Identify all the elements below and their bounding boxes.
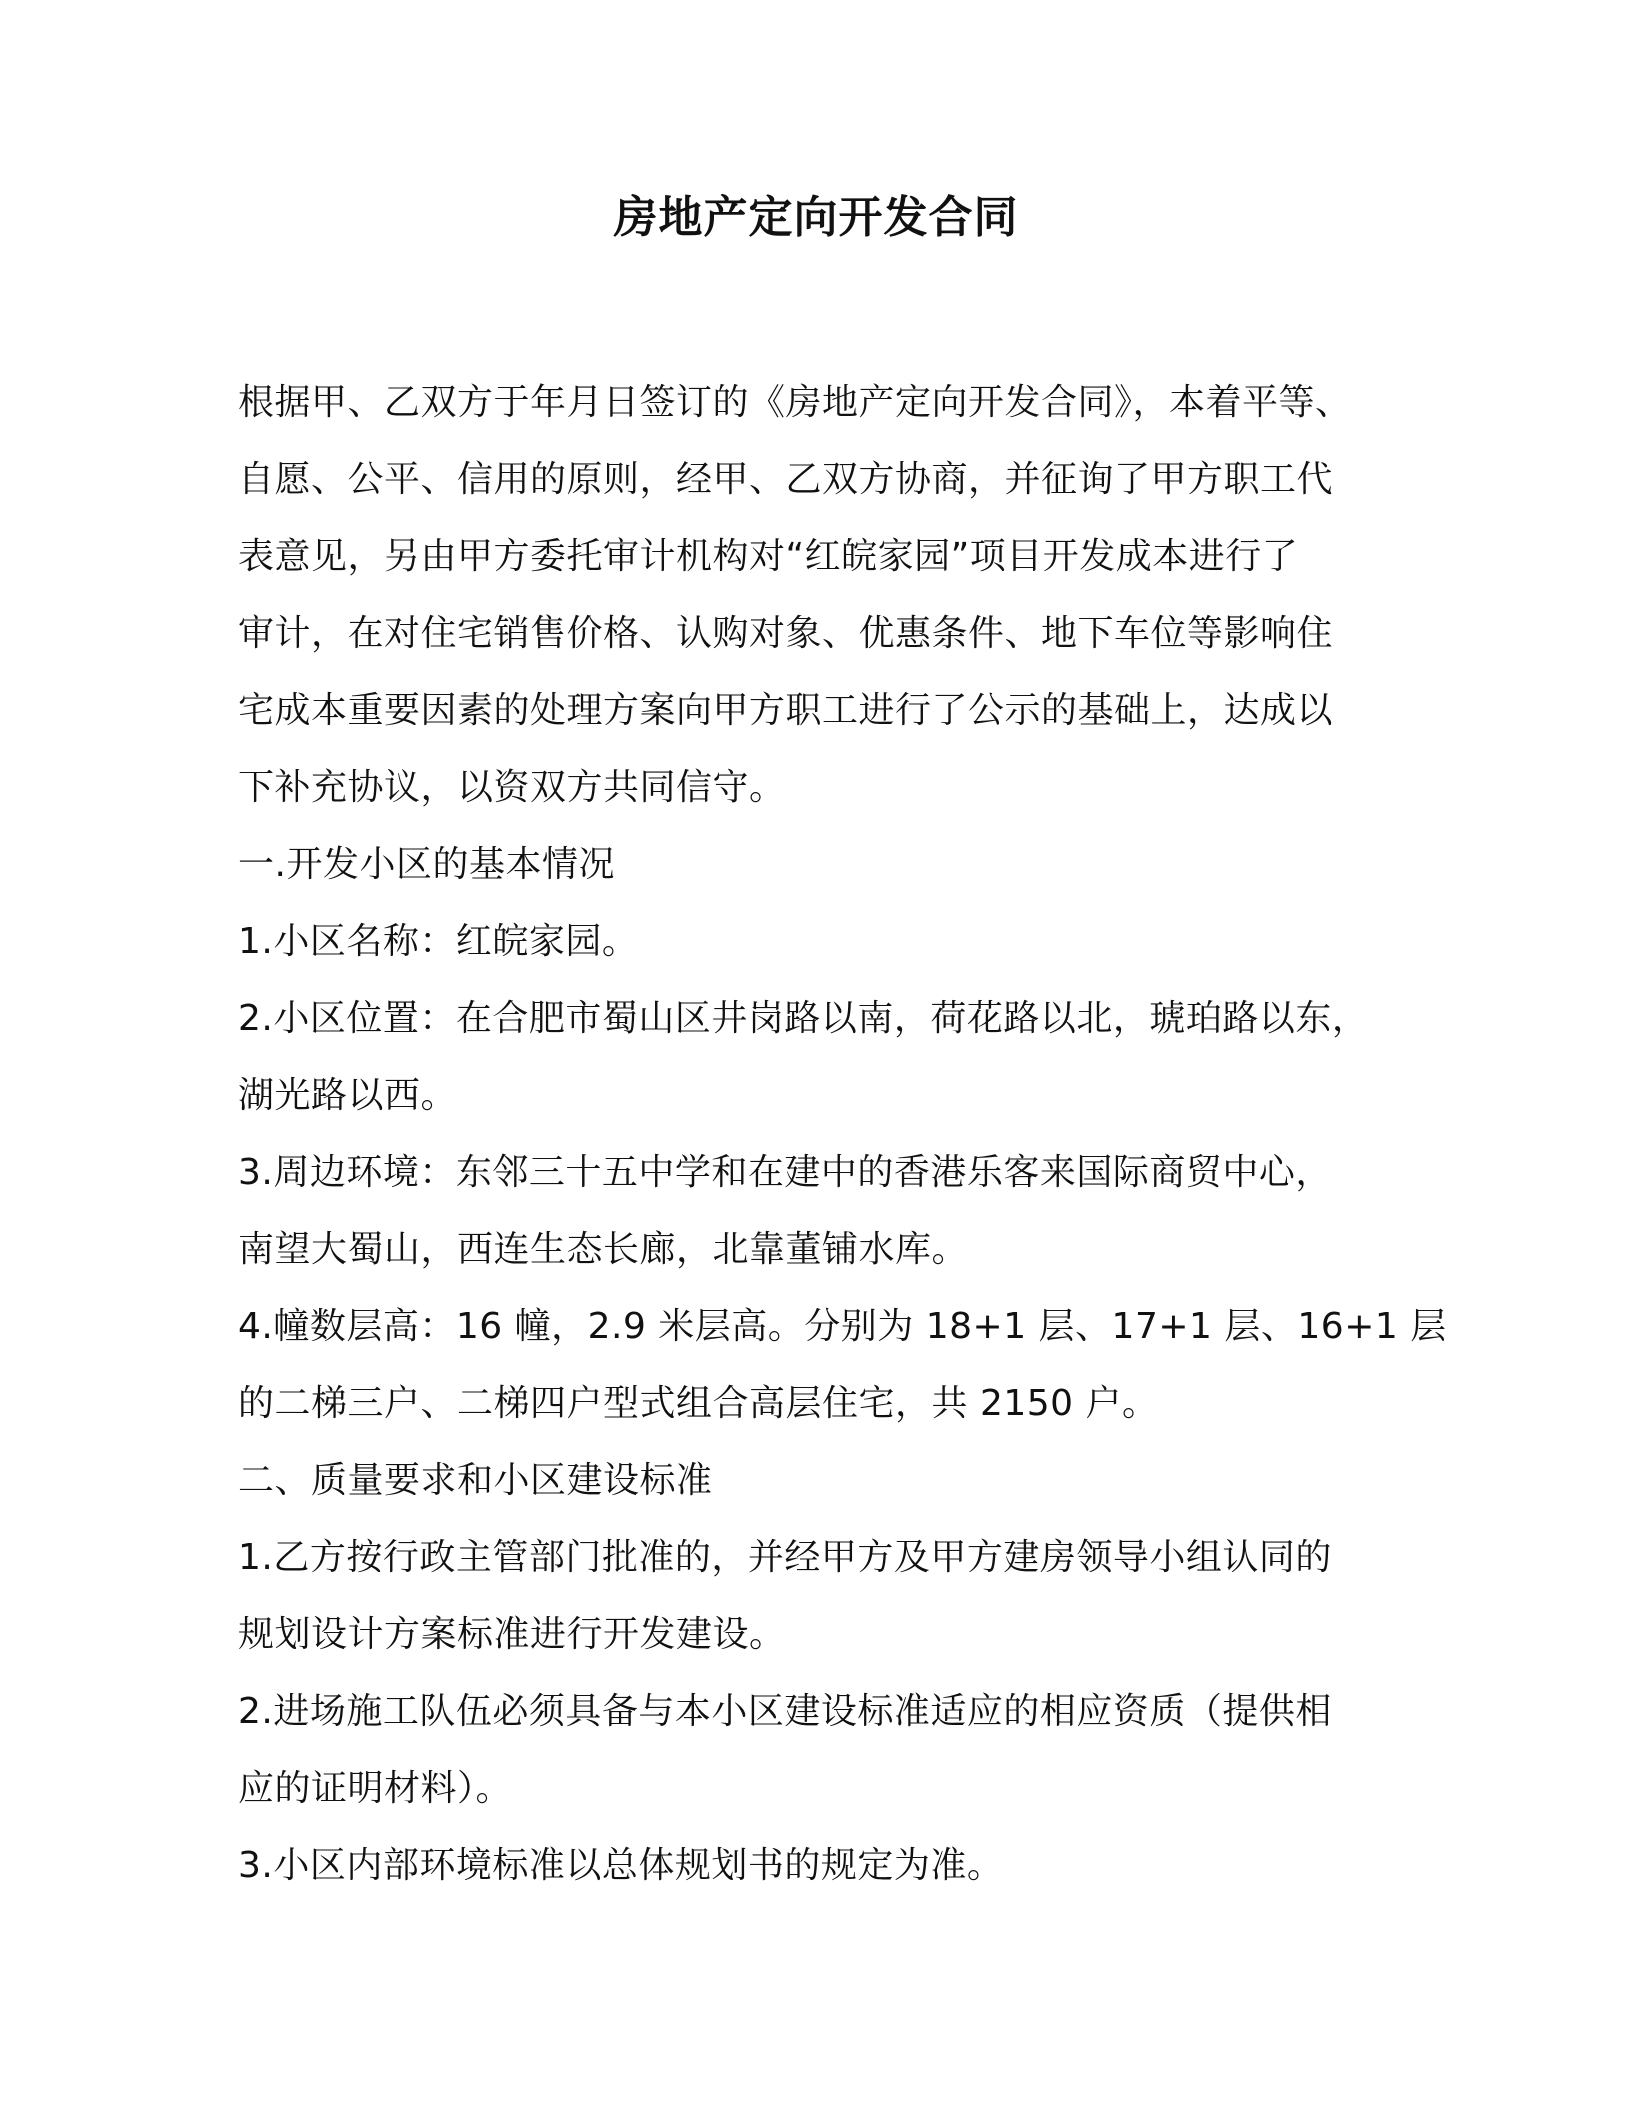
text-line: 1.乙方按行政主管部门批准的，并经甲方及甲方建房领导小组认同的 <box>238 1537 1332 1578</box>
document-body <box>238 364 1447 1904</box>
text-line: 表意见，另由甲方委托审计机构对“红皖家园”项目开发成本进行了 <box>238 536 1299 577</box>
section-heading: 二、质量要求和小区建设标准 <box>238 1460 713 1501</box>
text-line: 宅成本重要因素的处理方案向甲方职工进行了公示的基础上，达成以 <box>238 690 1334 731</box>
document-title: 房地产定向开发合同 <box>613 192 1019 243</box>
text-line: 湖光路以西。 <box>238 1075 458 1116</box>
text-line: 规划设计方案标准进行开发建设。 <box>238 1614 786 1655</box>
text-line: 南望大蜀山，西连生态长廊，北靠董铺水库。 <box>238 1229 969 1270</box>
text-line: 应的证明材料）。 <box>238 1768 513 1809</box>
text-line: 的二梯三户、二梯四户型式组合高层住宅，共 2150 户。 <box>238 1383 1159 1424</box>
text-line: 2.小区位置：在合肥市蜀山区井岗路以南，荷花路以北，琥珀路以东， <box>238 998 1369 1039</box>
text-line: 3.小区内部环境标准以总体规划书的规定为准。 <box>238 1845 1004 1886</box>
section-heading: 一.开发小区的基本情况 <box>238 844 615 885</box>
text-line: 4.幢数层高：16 幢，2.9 米层高。分别为 18+1 层、17+1 层、16+1 层 <box>238 1306 1447 1347</box>
text-line: 2.进场施工队伍必须具备与本小区建设标准适应的相应资质（提供相 <box>238 1691 1332 1732</box>
text-line: 1.小区名称：红皖家园。 <box>238 921 639 962</box>
text-line: 审计，在对住宅销售价格、认购对象、优惠条件、地下车位等影响住 <box>238 613 1334 654</box>
text-line: 下补充协议，以资双方共同信守。 <box>238 767 786 808</box>
text-line: 3.周边环境：东邻三十五中学和在建中的香港乐客来国际商贸中心， <box>238 1152 1332 1193</box>
text-line: 自愿、公平、信用的原则，经甲、乙双方协商，并征询了甲方职工代 <box>238 459 1334 500</box>
text-line: 根据甲、乙双方于年月日签订的《房地产定向开发合同》，本着平等、 <box>238 382 1352 423</box>
